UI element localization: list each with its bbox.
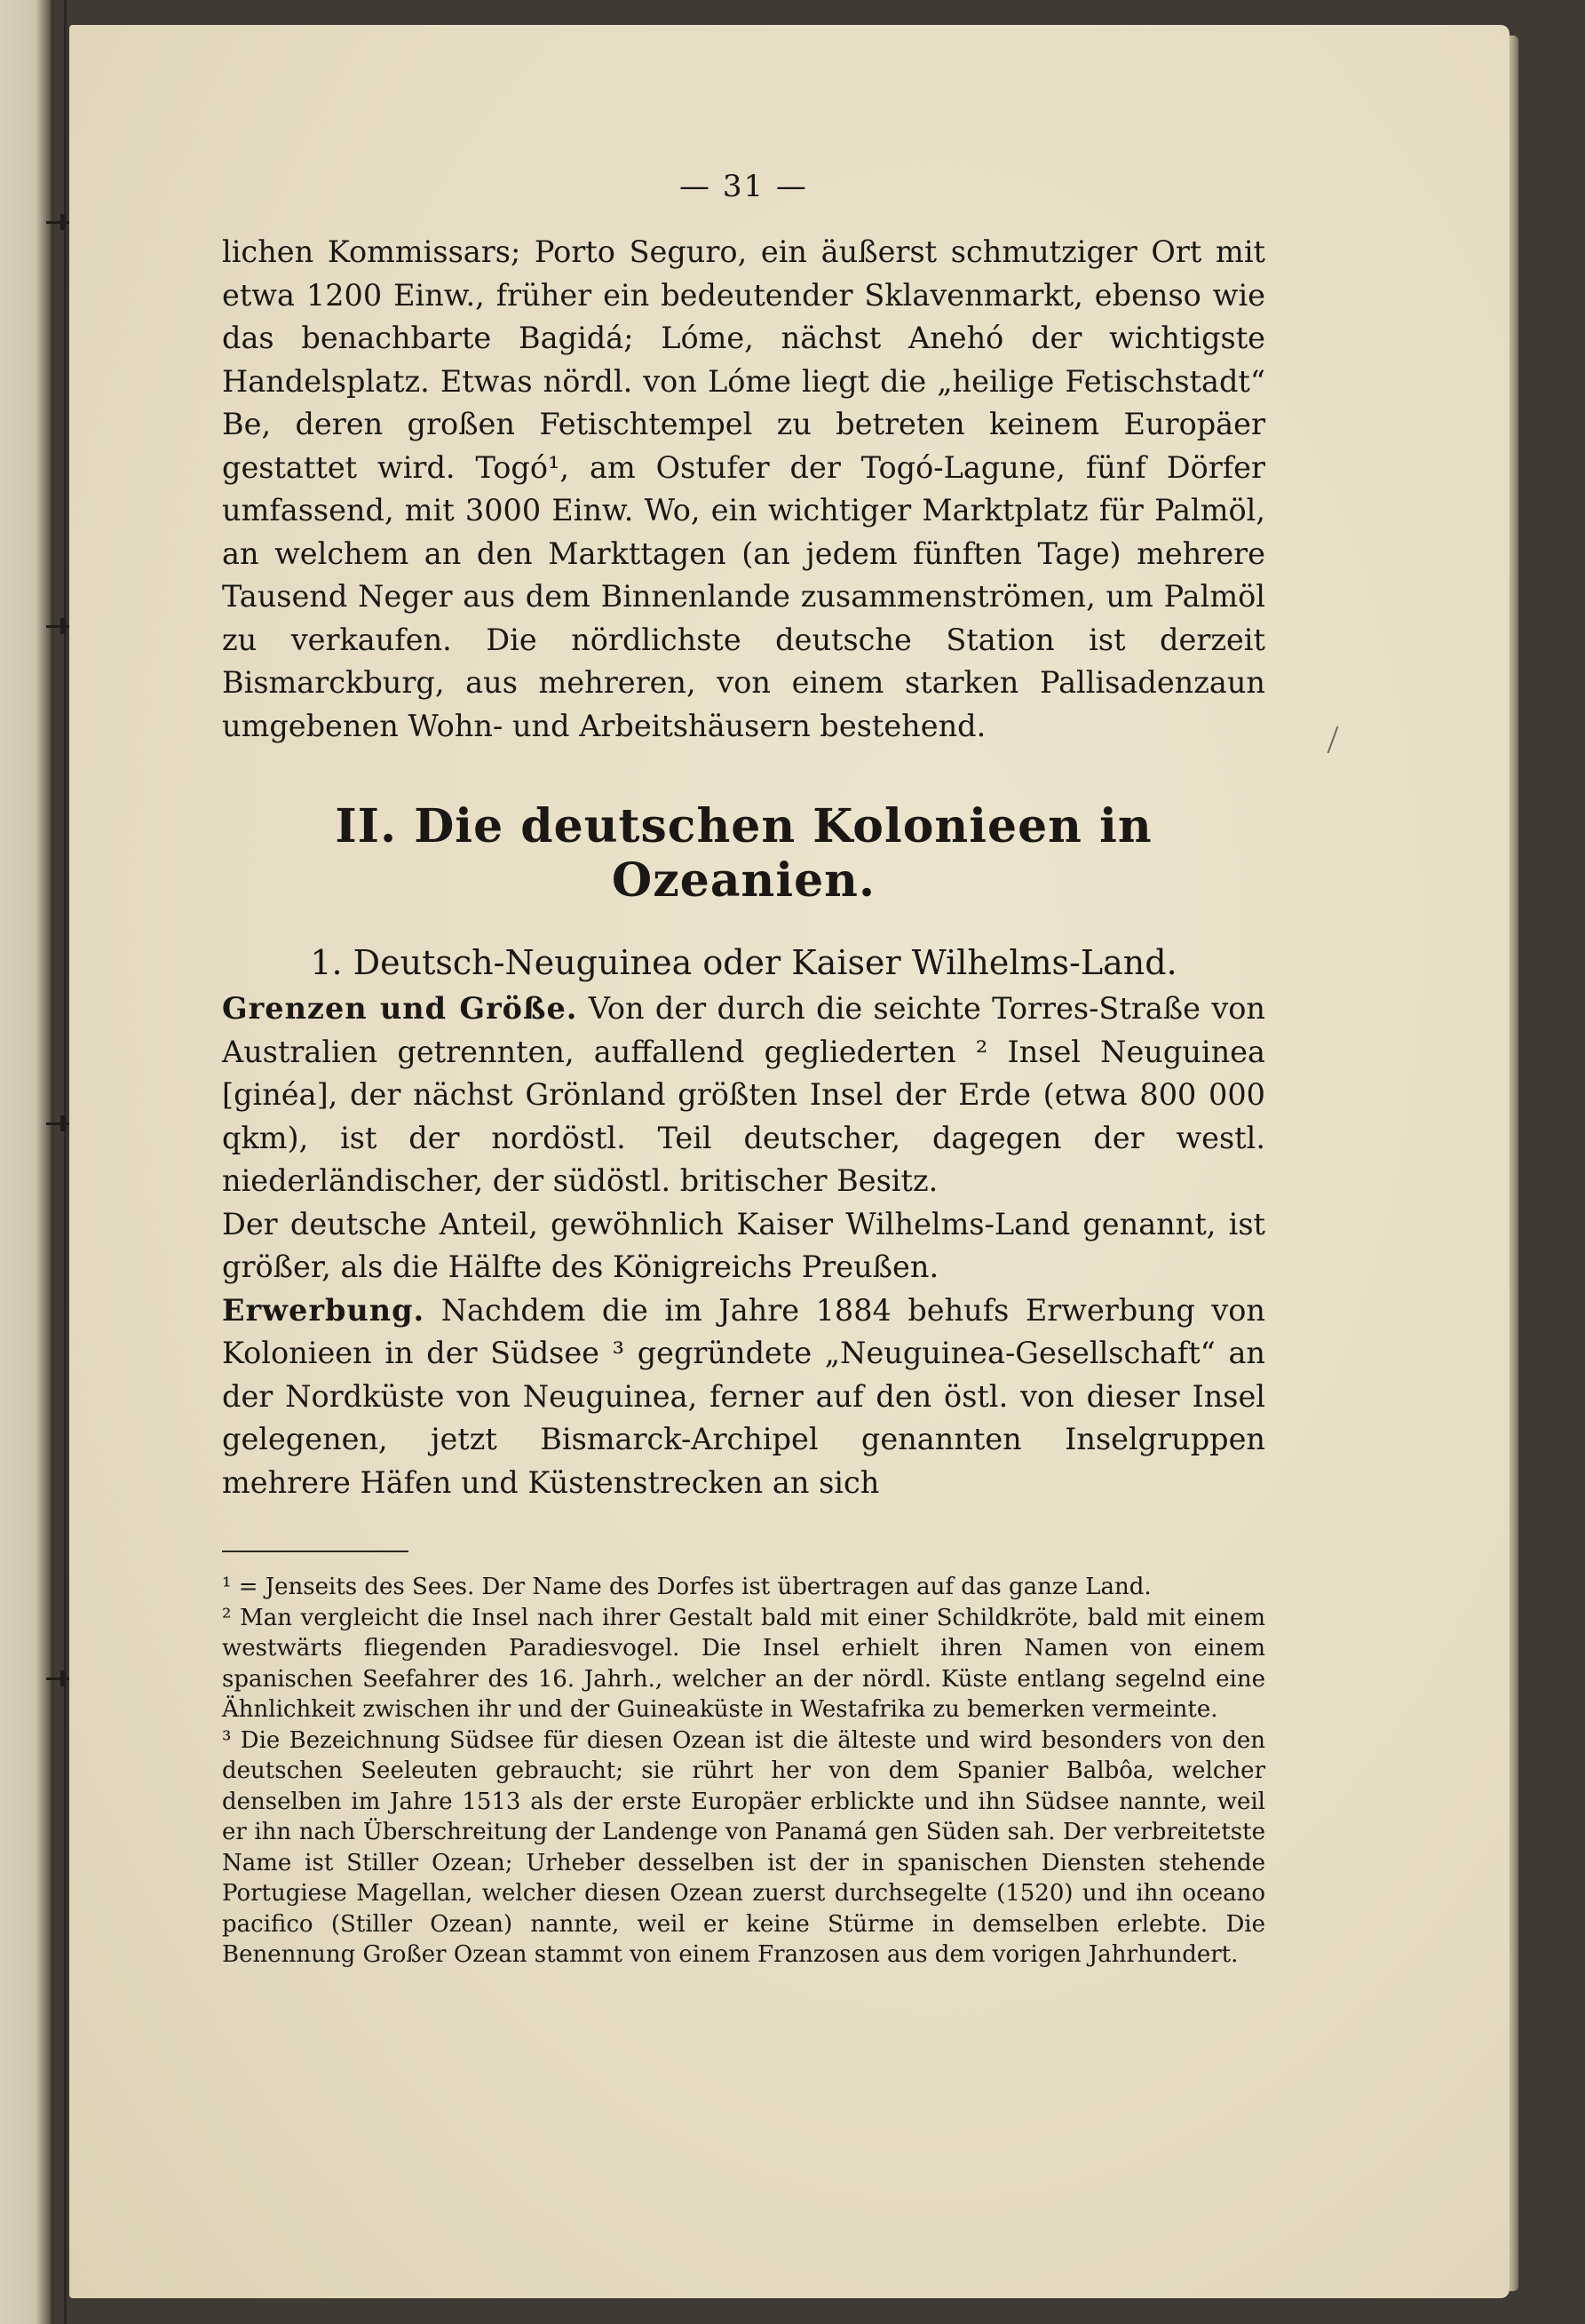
paragraph-text: Von der durch die seichte Torres-Straße von Australien getrennten, auffallend gegliederten ² Insel Neuguinea [ginéa], der nächst Grönland größten Insel der Erde (etwa 800 000 qkm), ist der nordöstl. Teil deutscher, dagegen der westl. niederländischer, der südöstl. britischer Besitz.	[222, 991, 1265, 1198]
footnotes	[222, 1572, 1265, 1971]
footnote-rule	[222, 1551, 408, 1552]
page-number: — 31 —	[679, 169, 808, 204]
subsection-heading: 1. Deutsch-Neuguinea oder Kaiser Wilhelms-Land.	[310, 943, 1177, 982]
run-in-heading: Grenzen und Größe.	[222, 991, 578, 1026]
main-text	[222, 231, 1265, 1504]
paragraph-erwerbung	[222, 1289, 1265, 1505]
page-edge	[1510, 36, 1518, 2291]
footnote: ¹ = Jenseits des Sees. Der Name des Dorfes ist übertragen auf das ganze Land.	[222, 1574, 1152, 1600]
paragraph-grenzen	[222, 988, 1265, 1203]
footnote: ³ Die Bezeichnung Südsee für diesen Ozean ist die älteste und wird besonders von den deutschen Seeleuten gebraucht; sie rührt her von dem Spanier Balbôa, welcher denselben im Jahre 1513 als der erste Europäer erblickte und ihn Südsee nannte, weil er ihn nach Überschreitung der Landenge von Panamá gen Süden sah. Der verbreitetste Name ist Stiller Ozean; Urheber desselben ist der in spanischen Diensten stehende Portugiese Magellan, welcher diesen Ozean zuerst durchsegelte (1520) und ihn oceano pacifico (Stiller Ozean) nannte, weil er keine Stürme in demselben erlebte. Die Benennung Großer Ozean stammt von einem Franzosen aus dem vorigen Jahrhundert.	[222, 1726, 1265, 1968]
paragraph: lichen Kommissars; Porto Seguro, ein äußerst schmutziger Ort mit etwa 1200 Einw., früher ein bedeutender Sklavenmarkt, ebenso wie das benachbarte Bagidá; Lóme, nächst Anehó der wichtigste Handelsplatz. Etwas nördl. von Lóme liegt die „heilige Fetischstadt“ Be, deren großen Fetischtempel zu betreten keinem Europäer gestattet wird. Togó¹, am Ostufer der Togó-Lagune, fünf Dörfer umfassend, mit 3000 Einw. Wo, ein wichtiger Marktplatz für Palmöl, an welchem an den Markttagen (an jedem fünften Tage) mehrere Tausend Neger aus dem Binnenlande zusammenströmen, um Palmöl zu verkaufen. Die nördlichste deutsche Station ist derzeit Bismarckburg, aus mehreren, von einem starken Pallisadenzaun umgebenen Wohn- und Arbeitshäusern bestehend.	[222, 234, 1265, 743]
footnote: ² Man vergleicht die Insel nach ihrer Gestalt bald mit einer Schildkröte, bald mit einem westwärts fliegenden Paradiesvogel. Die Insel erhielt ihren Namen von einem spanischen Seefahrer des 16. Jahrh., welcher an der nördl. Küste entlang segelnd eine Ähnlichkeit zwischen ihr und der Guineaküste in Westafrika zu bemerken vermeinte.	[222, 1604, 1265, 1723]
book-binding	[0, 0, 53, 2324]
page-content	[222, 169, 1265, 1971]
paragraph-text: Nachdem die im Jahre 1884 behufs Erwerbung von Kolonieen in der Südsee ³ gegründete „Neuguinea-Gesellschaft“ an der Nordküste von Neuguinea, ferner auf den östl. von dieser Insel gelegenen, jetzt Bismarck-Archipel genannten Inselgruppen mehrere Häfen und Küstenstrecken an sich	[222, 1292, 1265, 1500]
paragraph-anteil: Der deutsche Anteil, gewöhnlich Kaiser Wilhelms-Land genannt, ist größer, als die Hälfte des Königreichs Preußen.	[222, 1206, 1265, 1284]
section-heading: II. Die deutschen Kolonieen in Ozeanien.	[335, 799, 1153, 908]
run-in-heading: Erwerbung.	[222, 1292, 425, 1328]
binding-thread	[64, 0, 67, 2324]
pencil-mark	[1310, 726, 1339, 753]
